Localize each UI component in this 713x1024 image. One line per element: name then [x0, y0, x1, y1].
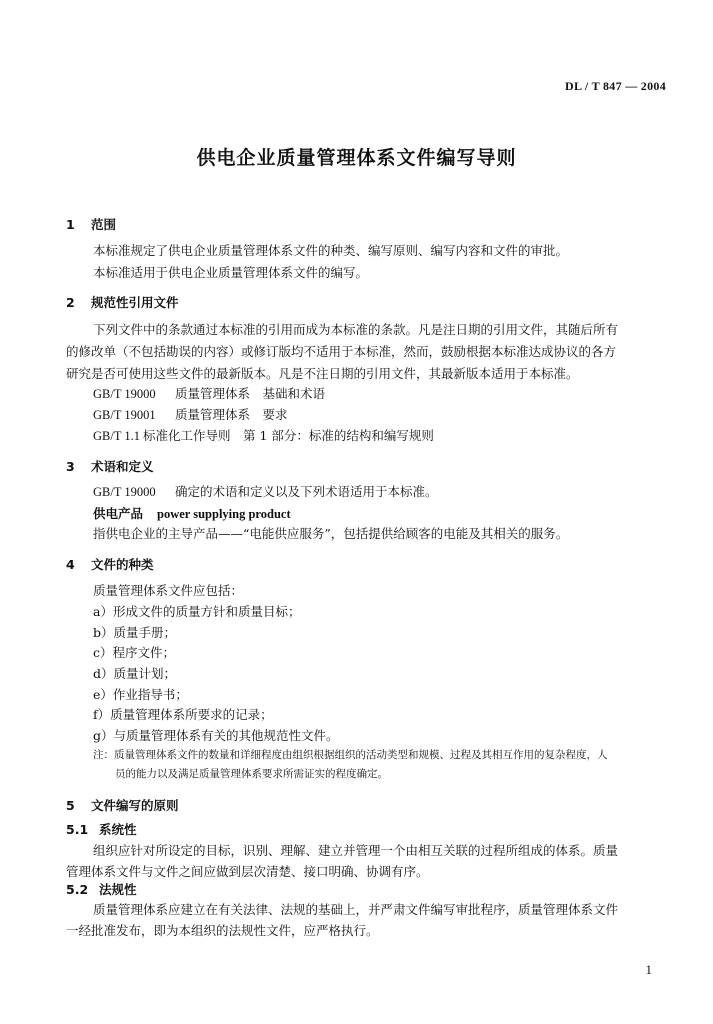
- standard-code: GB/T 19000: [93, 485, 156, 499]
- section-title: 术语和定义: [91, 459, 154, 474]
- section-2-heading: [66, 293, 179, 311]
- section-3-heading: [66, 457, 154, 475]
- subsection-title: 法规性: [99, 882, 137, 897]
- section-number: 5: [66, 798, 75, 813]
- paragraph-line: 的修改单（不包括勘误的内容）或修订版均不适用于本标准，然而，鼓励根据本标准达成协议的各方: [66, 344, 617, 359]
- reference-entry: [93, 384, 325, 402]
- section-title: 文件的种类: [91, 557, 154, 572]
- list-item: b）质量手册；: [93, 625, 177, 640]
- paragraph-line: 本标准规定了供电企业质量管理体系文件的种类、编写原则、编写内容和文件的审批。: [93, 243, 569, 258]
- terms-intro: [93, 482, 438, 500]
- term-definition: 指供电企业的主导产品——“电能供应服务”，包括提供给顾客的电能及其相关的服务。: [93, 526, 569, 541]
- subsection-5-2-heading: [66, 880, 137, 898]
- standard-title: 质量管理体系 要求: [175, 407, 288, 422]
- page-number: 1: [645, 962, 652, 977]
- list-item: c）程序文件；: [93, 645, 176, 660]
- paragraph-line: 研究是否可使用这些文件的最新版本。凡是不注日期的引用文件，其最新版本适用于本标准。: [66, 366, 579, 381]
- paragraph-line: 管理体系文件与文件之间应做到层次清楚、接口明确、协调有序。: [66, 864, 429, 879]
- term-chinese: 供电产品: [93, 506, 144, 521]
- standard-title: 标准化工作导则 第 1 部分：标准的结构和编写规则: [143, 428, 434, 443]
- section-title: 范围: [91, 217, 117, 232]
- paragraph-line: 下列文件中的条款通过本标准的引用而成为本标准的条款。凡是注日期的引用文件，其随后所有: [93, 322, 619, 337]
- term-english: power supplying product: [157, 507, 291, 521]
- section-number: 2: [66, 295, 75, 310]
- note-line: 员的能力以及满足质量管理体系要求所需证实的程度确定。: [115, 768, 388, 780]
- document-title: 供电企业质量管理体系文件编写导则: [196, 147, 517, 169]
- standard-code: GB/T 1.1: [93, 429, 140, 443]
- paragraph-line: 一经批准发布，即为本组织的法规性文件，应严格执行。: [66, 923, 379, 938]
- section-number: 1: [66, 217, 75, 232]
- section-number: 4: [66, 557, 75, 572]
- list-item: a）形成文件的质量方针和质量目标；: [93, 604, 301, 619]
- standard-title: 质量管理体系 基础和术语: [175, 386, 326, 401]
- terms-intro-text: 确定的术语和定义以及下列术语适用于本标准。: [175, 484, 438, 499]
- section-title: 文件编写的原则: [91, 798, 179, 813]
- reference-entry: [93, 405, 288, 423]
- document-code: DL / T 847 — 2004: [564, 79, 666, 93]
- section-title: 规范性引用文件: [91, 295, 179, 310]
- subsection-title: 系统性: [99, 822, 137, 837]
- list-item: g）与质量管理体系有关的其他规范性文件。: [93, 728, 339, 743]
- paragraph-line: 组织应针对所设定的目标，识别、理解、建立并管理一个由相互关联的过程所组成的体系。质量: [93, 843, 619, 858]
- paragraph-line: 本标准适用于供电企业质量管理体系文件的编写。: [93, 265, 369, 280]
- paragraph-line: 质量管理体系文件应包括：: [93, 583, 244, 598]
- paragraph-line: 质量管理体系应建立在有关法律、法规的基础上，并严肃文件编写审批程序，质量管理体系文件: [93, 902, 619, 917]
- list-item: e）作业指导书；: [93, 687, 188, 702]
- standard-code: GB/T 19001: [93, 408, 156, 422]
- standard-code: GB/T 19000: [93, 387, 156, 401]
- list-item: d）质量计划；: [93, 666, 177, 681]
- section-number: 3: [66, 459, 75, 474]
- list-item: f）质量管理体系所要求的记录；: [93, 707, 273, 722]
- subsection-number: 5.1: [66, 822, 89, 837]
- note-line: 注：质量管理体系文件的数量和详细程度由组织根据组织的活动类型和规模、过程及其相互作用的复杂程度，人: [93, 749, 608, 761]
- section-5-heading: [66, 796, 179, 814]
- subsection-number: 5.2: [66, 882, 89, 897]
- reference-entry: [93, 426, 434, 444]
- section-1-heading: [66, 215, 116, 233]
- section-4-heading: [66, 555, 154, 573]
- subsection-5-1-heading: [66, 820, 137, 838]
- term-entry: [93, 503, 291, 522]
